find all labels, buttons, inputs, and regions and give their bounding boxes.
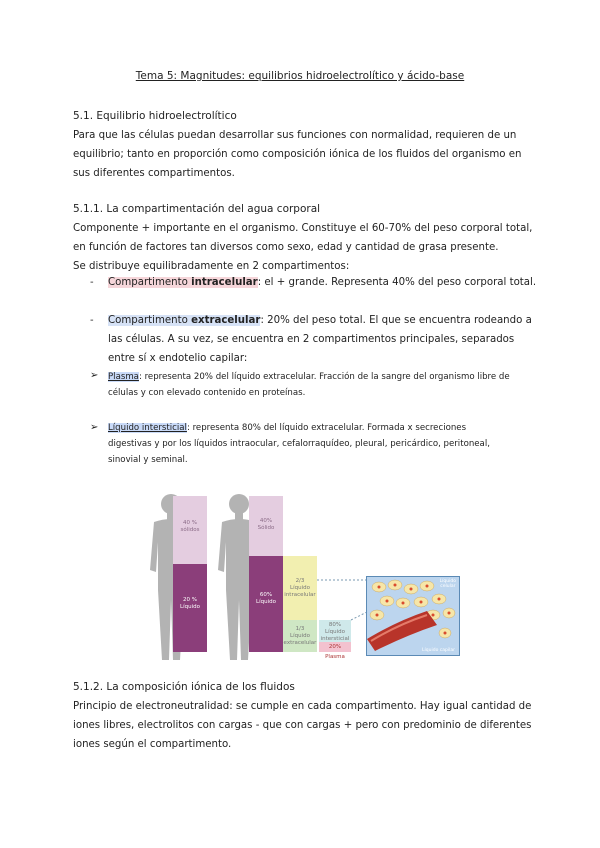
box-intracellular <box>283 556 317 620</box>
section-5-1-2-heading: 5.1.2. La composición iónica de los fluidos <box>73 681 295 693</box>
tissue-illustration <box>366 576 460 656</box>
arrow-bullet: ➢ <box>90 370 99 381</box>
term-intracelular: intracelular <box>191 277 258 288</box>
arrow-text: : representa 80% del líquido extracelular. Formada x secreciones <box>186 423 467 433</box>
bar-label: 2/3 Líquido intracelular <box>284 578 316 598</box>
bar1-liquid <box>173 564 207 652</box>
box-extracellular <box>283 620 317 652</box>
bar-label: 20% Plasma <box>325 644 345 660</box>
term-liquido-intersticial: Líquido intersticial <box>108 423 187 433</box>
section-5-1-heading: 5.1. Equilibrio hidroelectrolítico <box>73 110 237 122</box>
text-line: iones libres, electrolitos con cargas - que con cargas + pero con predominio de diferentes <box>73 720 532 731</box>
text-line: las células. A su vez, se encuentra en 2 compartimentos principales, separados <box>108 334 515 345</box>
bullet-prefix: Compartimento <box>108 277 192 288</box>
arrow-text: : representa 20% del líquido extracelular. Fracción de la sangre del organismo libre de <box>138 372 510 382</box>
text-line: Componente + importante en el organismo. Constituye el 60-70% del peso corporal total, <box>73 223 533 234</box>
bar-label: 1/3 Líquido extracelular <box>283 626 317 646</box>
page-title: Tema 5: Magnitudes: equilibrios hidroelectrolítico y ácido-base <box>135 70 465 82</box>
bar2-solids <box>249 496 283 556</box>
section-5-1-2-text <box>73 697 533 754</box>
box-plasma <box>319 642 351 660</box>
bar-label: 20 % Líquido <box>180 597 200 610</box>
text-line: entre sí x endotelio capilar: <box>108 353 248 364</box>
arrow-plasma <box>108 369 548 401</box>
text-line: iones según el compartimento. <box>73 739 232 750</box>
bar-label: 80% Líquido intersticial <box>320 622 350 642</box>
text-line: en función de factores tan diversos como sexo, edad y cantidad de grasa presente. <box>73 242 499 253</box>
bullet-text: : el + grande. Representa 40% del peso corporal total. <box>257 277 537 288</box>
dash-bullet: - <box>90 315 94 326</box>
bar1-solids <box>173 496 207 564</box>
bar-label: 40 % sólidos <box>180 520 200 533</box>
term-extracelular: extracelular <box>191 315 261 326</box>
text-line: células y con elevado contenido en proteínas. <box>108 388 306 398</box>
bullet-intracelular <box>108 273 548 292</box>
text-line: sus diferentes compartimentos. <box>73 168 235 179</box>
arrow-intersticial <box>108 420 548 468</box>
section-5-1-1-heading: 5.1.1. La compartimentación del agua corporal <box>73 203 321 215</box>
dash-bullet: - <box>90 277 94 288</box>
bar-label: 40% Sólido <box>257 518 275 531</box>
text-line: sinovial y seminal. <box>108 455 188 465</box>
arrow-bullet: ➢ <box>90 422 99 433</box>
body-water-figure <box>140 490 470 665</box>
section-5-1-1-text <box>73 219 533 276</box>
text-line: Para que las células puedan desarrollar sus funciones con normalidad, requieren de un <box>73 130 517 141</box>
bullet-text: : 20% del peso total. El que se encuentra rodeando a <box>260 315 532 326</box>
text-line: digestivas y por los líquidos intraocular, cefalorraquídeo, pleural, pericárdico, peritoneal, <box>108 439 490 449</box>
cell-label: Líquido celular <box>439 579 456 589</box>
text-line: Principio de electroneutralidad: se cumple en cada compartimento. Hay igual cantidad de <box>73 701 532 712</box>
bullet-prefix: Compartimento <box>108 315 192 326</box>
bar-label: 60% Líquido <box>256 592 276 605</box>
text-line: Se distribuye equilibradamente en 2 compartimentos: <box>73 261 350 272</box>
text-line: equilibrio; tanto en proporción como composición iónica de los fluidos del organismo en <box>73 149 522 160</box>
bullet-extracelular <box>108 311 548 368</box>
bar2-liquid <box>249 556 283 652</box>
vessel-label: Líquido capilar <box>422 648 455 653</box>
term-plasma: Plasma <box>108 372 139 382</box>
section-5-1-text <box>73 126 533 183</box>
